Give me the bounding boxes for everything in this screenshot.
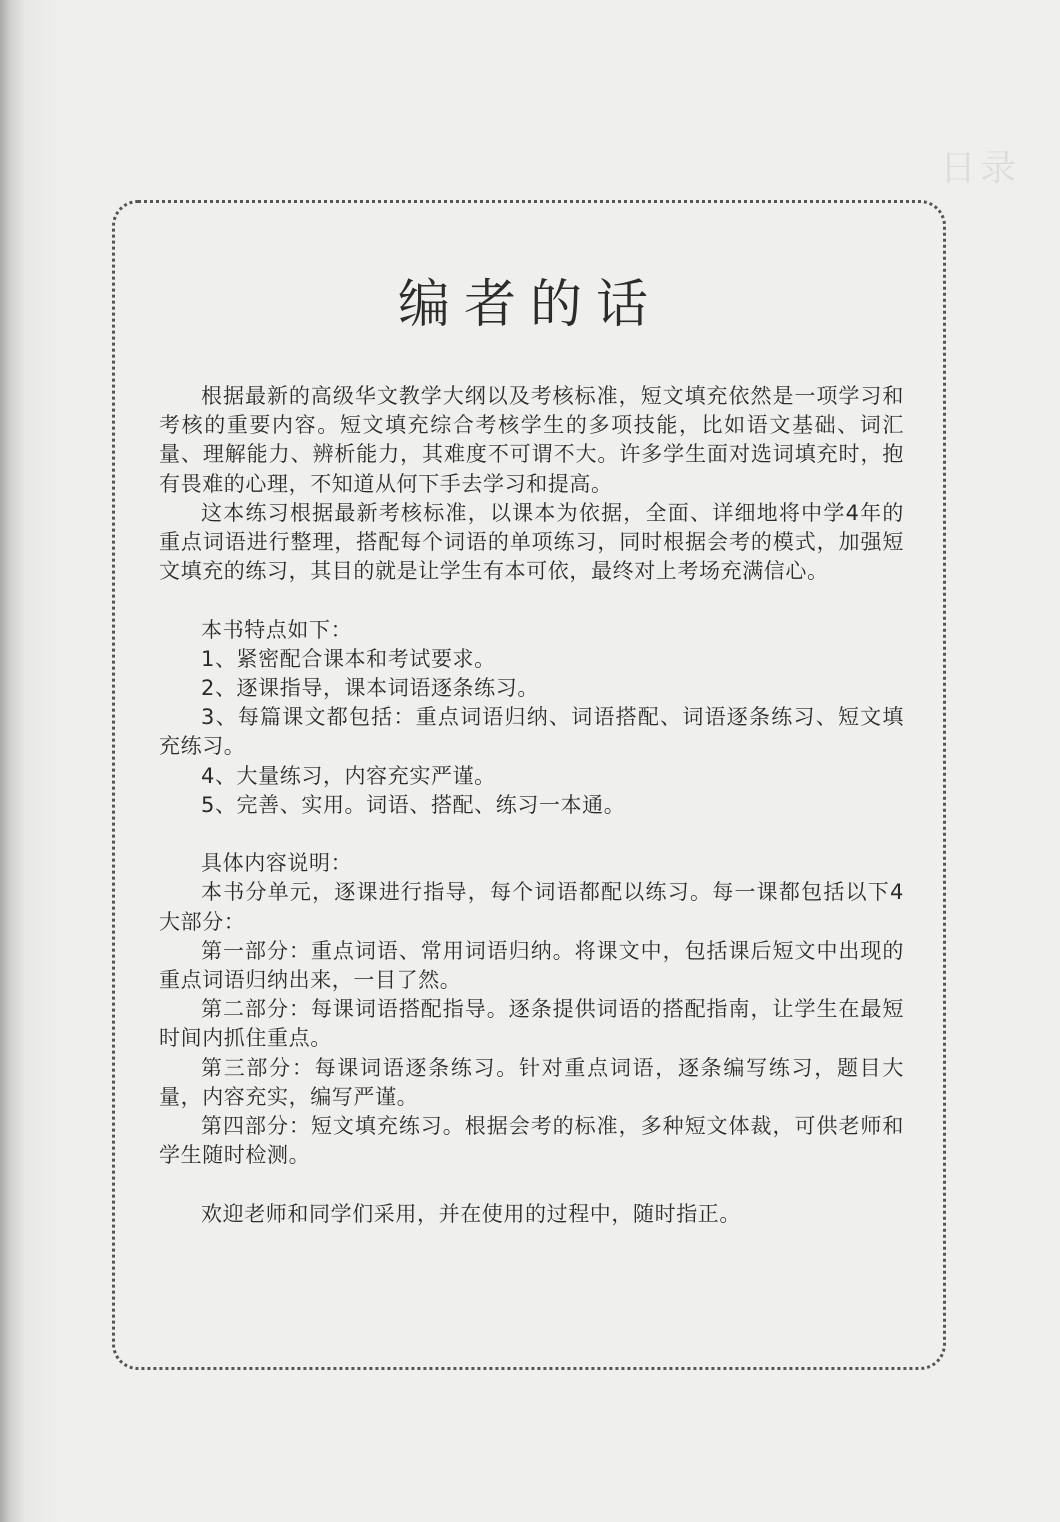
spacer [159,586,904,615]
details-part: 第一部分：重点词语、常用词语归纳。将课文中，包括课后短文中出现的重点词语归纳出来，一目了然。 [159,938,904,993]
preface-body [159,382,904,1229]
bleed-through-heading: 日录 [939,148,1020,189]
feature-item: 2、逐课指导，课本词语逐条练习。 [201,676,539,701]
paragraph: 这本练习根据最新考核标准，以课本为依据，全面、详细地将中学4年的重点词语进行整理，搭配每个词语的单项练习，同时根据会考的模式，加强短文填充的练习，其目的就是让学生有本可依，最终对上考场充满信心。 [159,500,904,584]
details-part: 第三部分：每课词语逐条练习。针对重点词语，逐条编写练习，题目大量，内容充实，编写严谨。 [159,1055,904,1109]
feature-item: 5、完善、实用。词语、搭配、练习一本通。 [201,792,626,817]
details-heading: 具体内容说明： [201,851,353,876]
paragraph: 根据最新的高级华文教学大纲以及考核标准，短文填充依然是一项学习和考核的重要内容。短文填充综合考核学生的多项技能，比如语文基础、词汇量、理解能力、辨析能力，其难度不可谓不大。许多学生面对选词填充时，抱有畏难的心理，不知道从何下手去学习和提高。 [159,384,904,496]
page-title: 编者的话 [397,275,662,335]
closing-line: 欢迎老师和同学们采用，并在使用的过程中，随时指正。 [201,1201,741,1226]
details-part: 第四部分：短文填充练习。根据会考的标准，多种短文体裁，可供老师和学生随时检测。 [159,1114,904,1168]
feature-item: 4、大量练习，内容充实严谨。 [201,763,496,788]
feature-item: 1、紧密配合课本和考试要求。 [201,646,496,671]
features-heading: 本书特点如下： [201,617,353,642]
spacer [159,1170,904,1199]
feature-item: 3、每篇课文都包括：重点词语归纳、词语搭配、词语逐条练习、短文填充练习。 [159,705,904,759]
details-part: 第二部分：每课词语搭配指导。逐条提供词语的搭配指南，让学生在最短时间内抓住重点。 [159,997,904,1051]
spacer [159,820,904,849]
details-intro: 本书分单元，逐课进行指导，每个词语都配以练习。每一课都包括以下4大部分： [159,880,904,934]
